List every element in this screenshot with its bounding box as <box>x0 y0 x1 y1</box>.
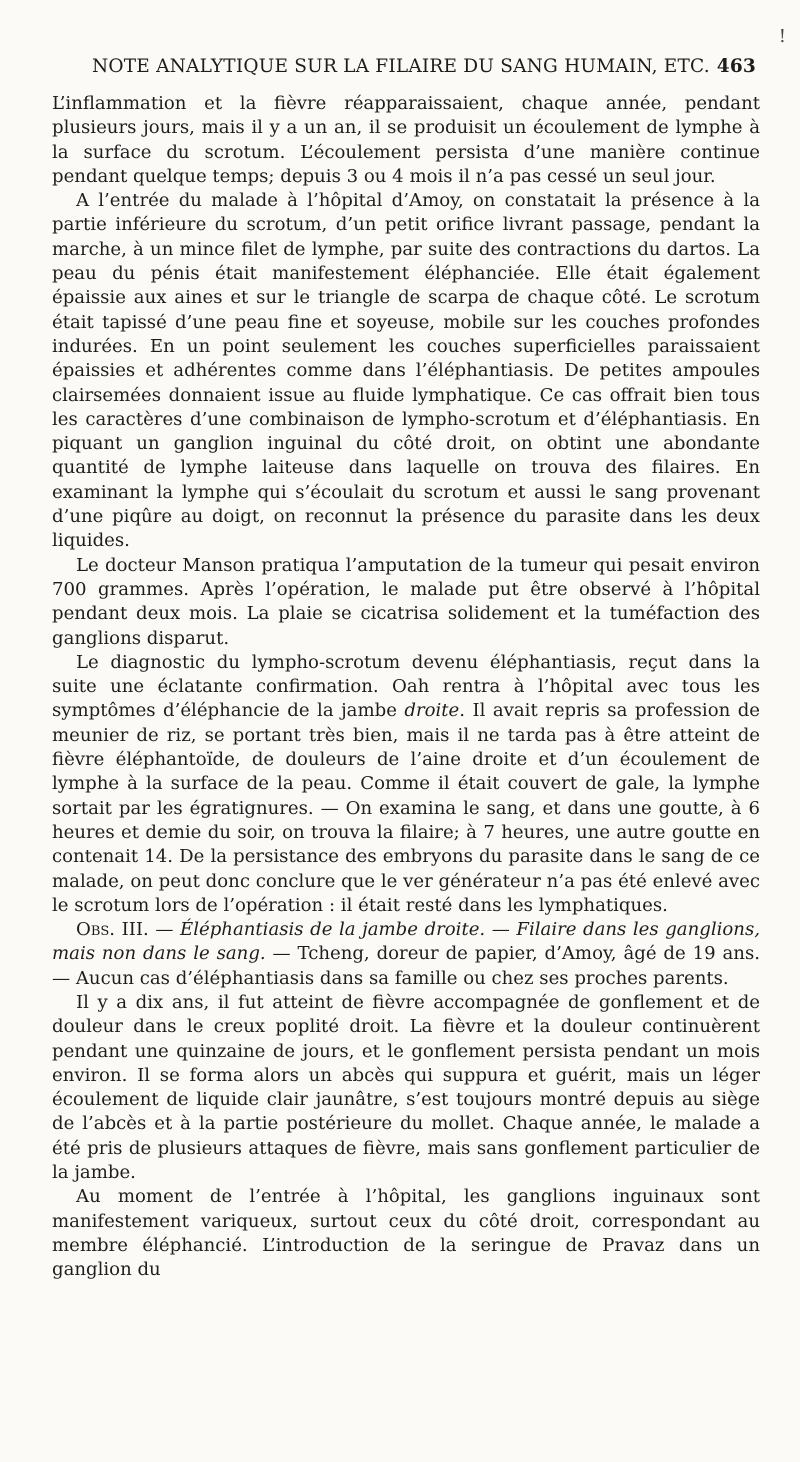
observation-subtitle: Filaire dans les ganglions, mais non dans le sang. <box>52 919 760 965</box>
paragraph: Au moment de l’entrée à l’hôpital, les ganglions inguinaux sont manifestement variqueux, surtout ceux du côté droit, correspondant au membre éléphancié. L’introduction de la seringue de Pravaz dans un ganglion du <box>52 1186 760 1281</box>
observation-heading <box>52 918 760 991</box>
text-run: . Il avait repris sa profession de meunier de riz, se portant très bien, mais il ne tarda pas à être atteint de fièvre éléphantoïde, de douleurs de l’aine droite et d’un écoulement de lymphe à la surface de la peau. Comme il était couvert de gale, la lymphe sortait par les égratignures. — On examina le sang, et dans une goutte, à 6 heures et demie du soir, on trouva la filaire; à 7 heures, une autre goutte en contenait 14. De la persistance des embryons du parasite dans le sang de ce malade, on peut donc conclure que le ver générateur n’a pas été enlevé avec le scrotum lors de l’opération : il était resté dans les lymphatiques. <box>52 700 760 916</box>
text-run: — <box>148 919 181 941</box>
paragraph: A l’entrée du malade à l’hôpital d’Amoy, on constatait la présence à la partie inférieure du scrotum, d’un petit orifice livrant passage, pendant la marche, à un mince filet de lymphe, par suite des contractions du dartos. La peau du pénis était manifestement éléphanciée. Elle était également épaissie aux aines et sur le triangle de scarpa de chaque côté. Le scrotum était tapissé d’une peau fine et soyeuse, mobile sur les couches profondes indurées. En un point seulement les couches superficielles paraissaient épaissies et adhérentes comme dans l’éléphantiasis. De petites ampoules clairsemées donnaient issue au fluide lymphatique. Ce cas offrait bien tous les caractères d’une combinaison de lympho-scrotum et d’éléphantiasis. En piquant un ganglion inguinal du côté droit, on obtint une abondante quantité de lymphe laiteuse dans laquelle on trouva des filaires. En examinant la lymphe qui s’écoulait du scrotum et aussi le sang provenant d’une piqûre au doigt, on reconnut la présence du parasite dans les deux liquides. <box>52 190 760 552</box>
text-run: — <box>485 919 517 941</box>
text-run: Le diagnostic du lympho-scrotum devenu éléphantiasis, reçut dans la suite une éclatante confirmation. Oah rentra à l’hôpital avec tous les symptômes d’éléphancie de la jambe <box>52 651 760 722</box>
text-run: — Tcheng, doreur de papier, d’Amoy, âgé de 19 ans. — Aucun cas d’éléphantiasis dans sa famille ou chez ses proches parents. <box>52 943 760 989</box>
book-page <box>52 56 760 1283</box>
paragraph: Il y a dix ans, il fut atteint de fièvre accompagnée de gonflement et de douleur dans le creux poplité droit. La fièvre et la douleur continuèrent pendant une quinzaine de jours, et le gonflement persista pendant un mois environ. Il se forma alors un abcès qui suppura et guérit, mais un léger écoulement de liquide clair jaunâtre, s’est toujours montré depuis au siège de l’abcès et à la partie postérieure du mollet. Chaque année, le malade a été pris de plusieurs attaques de fièvre, mais sans gonflement particulier de la jambe. <box>52 991 760 1184</box>
paragraph: Le docteur Manson pratiqua l’amputation de la tumeur qui pesait environ 700 grammes. Après l’opération, le malade put être observé à l’hôpital pendant deux mois. La plaie se cicatrisa solidement et la tuméfaction des ganglions disparut. <box>52 554 760 649</box>
running-title: NOTE ANALYTIQUE SUR LA FILAIRE DU SANG HUMAIN, ETC. <box>92 56 710 77</box>
observation-label: Obs. III. <box>76 919 149 941</box>
body-text <box>52 92 760 1283</box>
emphasis: droite <box>404 700 460 722</box>
margin-mark: ! <box>778 26 786 47</box>
observation-title: Éléphantiasis de la jambe droite. <box>180 919 486 941</box>
paragraph-diagnostic <box>52 651 760 918</box>
page-number: 463 <box>716 56 756 77</box>
running-header <box>52 56 760 92</box>
paragraph: L’inflammation et la fièvre réapparaissaient, chaque année, pendant plusieurs jours, mais il y a un an, il se produisit un écoulement de lymphe à la surface du scrotum. L’écoulement persista d’une manière continue pendant quelque temps; depuis 3 ou 4 mois il n’a pas cessé un seul jour. <box>52 93 760 187</box>
